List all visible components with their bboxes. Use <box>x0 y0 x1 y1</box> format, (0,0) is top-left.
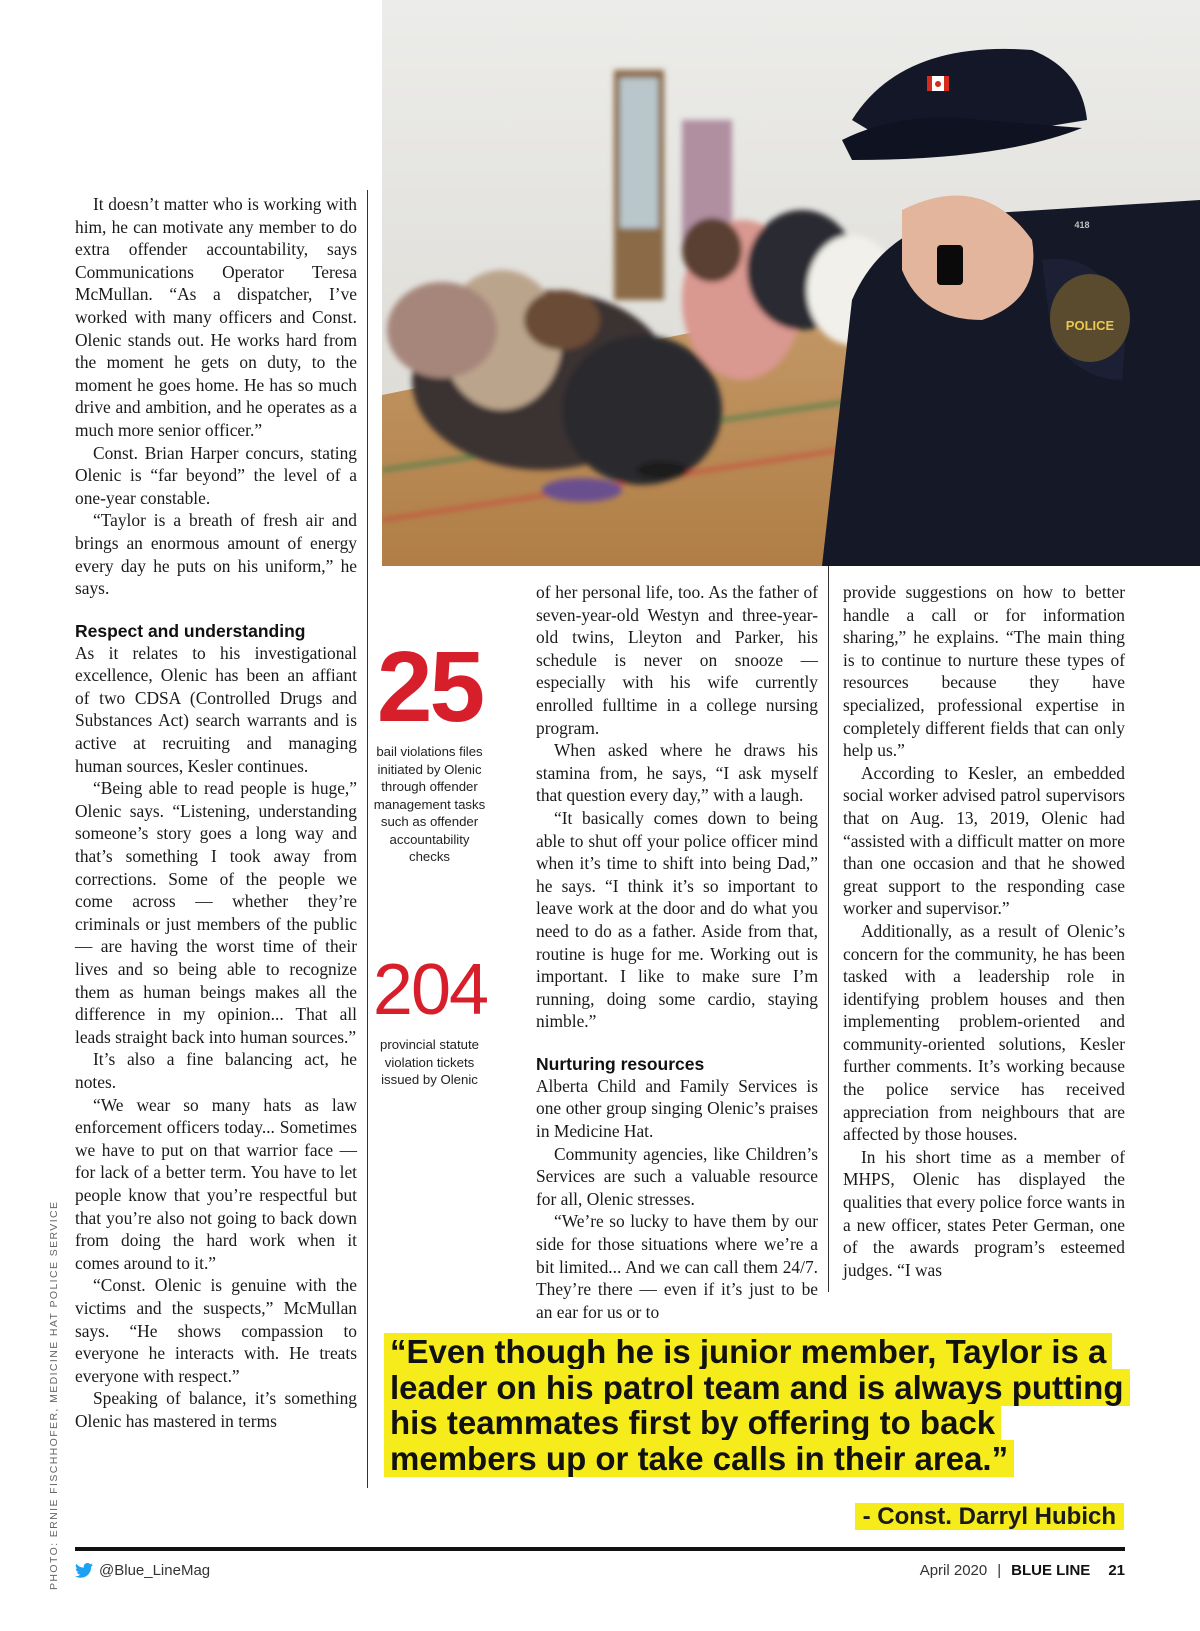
article-column-3 <box>843 581 1125 1281</box>
paragraph: As it relates to his investigational excellence, Olenic has been an affiant of two CDSA (Controlled Drugs and Substances Act) search warrants and is active at recruiting and managing human sources, Kesler continues. <box>75 642 357 776</box>
paragraph: “We wear so many hats as law enforcement officers today... Sometimes we have to put on that warrior face — for lack of a better term. You have to let people know that you’re respectful but that you’re also not going to back down from doing the hard work when it comes around to it.” <box>75 1094 357 1273</box>
paragraph: Community agencies, like Children’s Services are such a valuable resource for all, Olenic stresses. <box>536 1143 818 1209</box>
footer-rule <box>75 1547 1125 1551</box>
paragraph: “Const. Olenic is genuine with the victims and the suspects,” McMullan says. “He shows compassion to everyone he interacts with. He treats everyone with respect.” <box>75 1275 357 1386</box>
paragraph: provide suggestions on how to better handle a call or for information sharing,” he explains. “The main thing is to continue to nurture these types of resources because they have specialized, professional expertise in completely different fields that can only help us.” <box>843 582 1125 761</box>
page-footer <box>75 1562 1125 1586</box>
hero-photo <box>382 0 1200 566</box>
magazine-name: BLUE LINE <box>1011 1562 1091 1579</box>
column-divider <box>828 566 829 1292</box>
footer-separator: | <box>997 1562 1002 1579</box>
paragraph: It’s also a fine balancing act, he notes. <box>75 1049 357 1092</box>
photo-credit <box>36 1180 60 1590</box>
pull-quote-attribution <box>855 1502 1124 1532</box>
pull-quote-text: “Even though he is junior member, Taylor is a leader on his patrol team and is always putting his teammates first by offering to back members up or take calls in their area.” <box>384 1333 1130 1477</box>
badge-label: POLICE <box>1065 318 1115 333</box>
paragraph: of her personal life, too. As the father of seven-year-old Westyn and three-year-old twins, Lleyton and Parker, his schedule is never on snooze — especially with his wife currently enrolled fulltime in a college nursing program. <box>536 582 818 738</box>
attribution-text: - Const. Darryl Hubich <box>855 1503 1124 1530</box>
article-column-2 <box>536 581 818 1323</box>
section-heading: Nurturing resources <box>536 1053 705 1074</box>
paragraph: It doesn’t matter who is working with him, he can motivate any member to do extra offender accountability, says Communications Operator Teresa McMullan. “As a dispatcher, I’ve worked with many officers and Const. Olenic stands out. He works hard from the moment he gets on duty, to the moment he goes home. He has so much drive and ambition, and he operates as a much more senior officer.” <box>75 194 357 440</box>
paragraph: “Taylor is a breath of fresh air and brings an enormous amount of energy every day he puts on his uniform,” he says. <box>75 510 357 599</box>
twitter-bird-icon <box>75 1563 93 1578</box>
paragraph: “It basically comes down to being able to shut off your police officer mind when it’s time to shift into being Dad,” he says. “I think it’s so important to leave work at the door and do what you need to do as a father. Aside from that, routine is huge for me. Working out is important. I like to make sure I’m running, doing some cardio, staying nimble.” <box>536 807 818 1032</box>
twitter-handle[interactable]: @Blue_LineMag <box>99 1562 211 1579</box>
stat-caption-25: bail violations files initiated by Olenic through offender management tasks such as offender accountability checks <box>373 744 486 864</box>
paragraph: According to Kesler, an embedded social worker advised patrol supervisors that on Aug. 13, 2019, Olenic had “assisted with a difficult matter on more than one occasion and that he showed great support to the responding case worker and supervisor.” <box>843 762 1125 919</box>
column-divider <box>367 190 368 1488</box>
pull-quote <box>384 1334 1124 1476</box>
shoulder-number: 418 <box>1074 220 1090 230</box>
article-column-1 <box>75 193 357 1432</box>
paragraph: Speaking of balance, it’s something Olenic has mastered in terms <box>75 1388 357 1431</box>
paragraph: In his short time as a member of MHPS, Olenic has displayed the qualities that every police force wants in a new officer, states Peter German, one of the awards program’s esteemed judges. “I was <box>843 1146 1126 1280</box>
stat-caption-204: provincial statute violation tickets issued by Olenic <box>380 1037 479 1087</box>
paragraph: Alberta Child and Family Services is one other group singing Olenic’s praises in Medicine Hat. <box>536 1075 818 1142</box>
issue-date: April 2020 <box>919 1562 988 1579</box>
photo-illustration <box>382 0 1200 566</box>
photo-credit-text: PHOTO: ERNIE FISCHHOFER, MEDICINE HAT POLICE SERVICE <box>48 1200 60 1590</box>
paragraph: “We’re so lucky to have them by our side for those situations where we’re a bit limited... And we can call them 24/7. They’re there — even if it’s just to be an ear for us or to <box>536 1211 818 1322</box>
paragraph: When asked where he draws his stamina from, he says, “I ask myself that question every day,” with a laugh. <box>536 740 818 806</box>
paragraph: Const. Brian Harper concurs, stating Olenic is “far beyond” the level of a one-year constable. <box>75 442 357 508</box>
stat-number-25: 25 <box>376 631 483 743</box>
section-heading: Respect and understanding <box>75 620 306 641</box>
paragraph: “Being able to read people is huge,” Olenic says. “Listening, understanding someone’s story goes a long way and that’s something I took away from corrections. Some of the people we come across — whether they’re criminals or just members of the public — are having the worst time of their lives and so being able to recognize them as human beings makes all the difference in my opinion... That all leads straight back into human sources.” <box>75 778 357 1047</box>
paragraph: Additionally, as a result of Olenic’s concern for the community, he has been tasked with a leadership role in identifying problem houses and then implementing problem-oriented and community-oriented solutions, Kesler further comments. It’s working because the police service has received appreciation from neighbours that are affected by those houses. <box>843 920 1125 1145</box>
stat-number-204: 204 <box>372 950 488 1030</box>
page-number: 21 <box>1108 1562 1125 1579</box>
